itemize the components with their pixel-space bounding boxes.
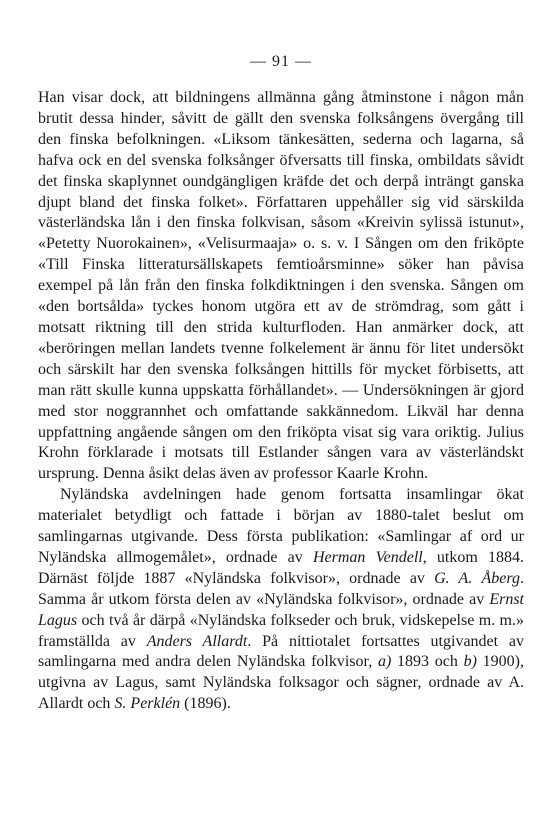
page-number: — 91 — xyxy=(250,53,312,70)
italic-text-run: Ernst Lagus xyxy=(38,590,524,629)
text-run: 1893 och xyxy=(391,653,464,671)
text-run: Han visar dock, att bildningens allmänna gång åtminstone i någon mån brutit dessa hinder, såvitt de gällt den svenska folksångens övergång till den finska befolkningen. «Liksom tänkesätten, sederna och lagarna, så hafva ock en del svenska folksånger öfversatts till finska, ombildats såvidt det finska skaplynnet oundgängligen kräfde det och derpå inträngt ganska djupt bland det finska folket». Författaren uppehåller sig vid särskilda västerländska lån i den finska folkvisan, såsom «Kreivin sylissä istunut», «Petetty Nuorokainen», «Velisurmaaja» o. s. v. I Sången om den friköpte «Till Finska litteratursällskapets femtioårsminne» söker han påvisa exempel på lån från den finska folkdiktningen i den svenska. Sången om «den bortsålda» tyckes honom utgöra ett av de strömdrag, som gått i motsatt riktning till den strida kulturfloden. Han anmärker dock, att «beröringen mellan landets tvenne folkelement är ännu för litet undersökt och särskilt har den svenska folksången hittills för mycket förbisetts, att man rätt skulle kunna uppskatta förhållandet». — Undersökningen är gjord med stor noggrannhet och omfattande sakkännedom. Likväl har denna uppfattning angående sången om den friköpta visat sig vara oriktig. Julius Krohn förklarade i motsats till Estlander sången vara av västerländskt ursprung. Denna åsikt delas även av professor Kaarle Krohn. xyxy=(38,89,524,483)
document-page xyxy=(38,52,524,715)
text-run: och två år därpå «Nyländska folkseder och bruk, vidskepelse m. m.» framställda av xyxy=(38,611,524,650)
italic-text-run: b) xyxy=(463,653,477,671)
text-run: , utkom 1884. Därnäst följde 1887 «Nyländska folkvisor», ordnade av xyxy=(38,548,525,587)
text-run: 1900), utgivna av Lagus, samt Nyländska folksagor och sägner, ordnade av A. Allardt och xyxy=(38,653,524,713)
italic-text-run: Herman Vendell xyxy=(312,548,423,566)
text-run: . På nittiotalet fortsattes utgivandet av samlingarna med andra delen Nyländska folkvisor, xyxy=(38,632,525,671)
text-run: . Samma år utkom första delen av «Nyländska folkvisor», ordnade av xyxy=(38,569,524,608)
paragraph-2 xyxy=(38,485,524,715)
text-run: (1896). xyxy=(180,695,231,713)
text-run: Nyländska avdelningen hade genom fortsatta insamlingar ökat materialet betydligt och fattade i början av 1880-talet beslut om samlingarnas utgivande. Dess första publikation: «Samlingar af ord ur Nyländska allmogemålet», ordnade av xyxy=(38,486,524,566)
paragraph-1 xyxy=(38,88,524,485)
italic-text-run: G. A. Åberg xyxy=(434,569,520,587)
italic-text-run: Anders Allardt xyxy=(146,632,248,650)
italic-text-run: S. Perklén xyxy=(114,695,181,713)
italic-text-run: a) xyxy=(377,653,392,671)
